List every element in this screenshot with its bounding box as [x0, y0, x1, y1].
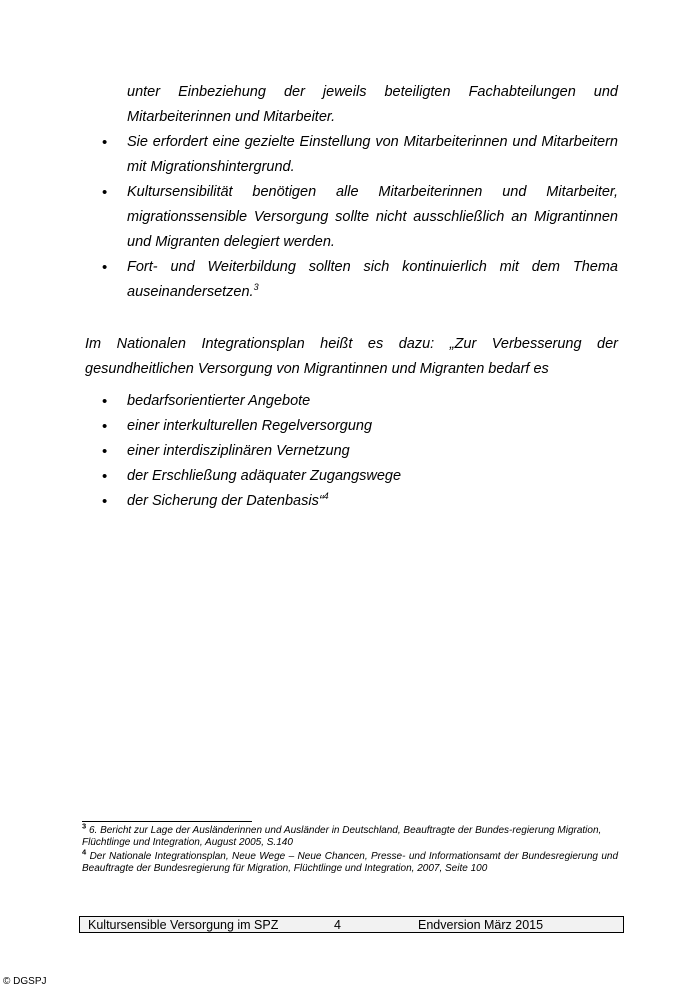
list-item-text: Kultursensibilität benötigen alle Mitarbeiterinnen und Mitarbeiter, migrationssensible Versorgung sollte nicht ausschließlich an Migrantinnen und Migranten delegiert werden.	[127, 184, 618, 250]
continuation-text: unter Einbeziehung der jeweils beteiligten Fachabteilungen und Mitarbeiterinnen und Mitarbeiter.	[127, 84, 618, 125]
footnote-ref: 3	[253, 282, 259, 293]
bullet-icon: •	[102, 443, 108, 460]
list-item	[85, 464, 618, 489]
bullet-icon: •	[102, 493, 108, 510]
footnote-ref: 4	[323, 491, 329, 502]
list-item-text: Fort- und Weiterbildung sollten sich kontinuierlich mit dem Thema auseinandersetzen.	[127, 259, 618, 300]
copyright-notice: © DGSPJ	[3, 976, 47, 987]
list-item	[85, 255, 618, 305]
list-item-text: einer interkulturellen Regelversorgung	[127, 418, 373, 434]
page-footer	[79, 916, 624, 933]
footnote-4	[82, 847, 619, 874]
bullet-icon: •	[102, 184, 108, 201]
list-item-text: Sie erfordert eine gezielte Einstellung von Mitarbeiterinnen und Mitarbeitern mit Migrationshintergrund.	[127, 134, 618, 175]
list-item-text: bedarfsorientierter Angebote	[127, 393, 311, 409]
list-item	[85, 389, 618, 414]
footnote-text: Der Nationale Integrationsplan, Neue Wege – Neue Chancen, Presse- und Informationsamt der Bundesregierung und Beauftragte der Bundesregierung für Migration, Flüchtlinge und Integration, 2007, Seite 100	[82, 851, 619, 874]
footnote-text: 6. Bericht zur Lage der Ausländerinnen und Ausländer in Deutschland, Beauftragte der Bundes-regierung Migration, Flüchtlinge und Integration, August 2005, S.140	[82, 825, 602, 848]
body-paragraph	[85, 332, 618, 382]
page-number: 4	[334, 918, 341, 932]
list-item	[85, 489, 618, 514]
bullet-icon: •	[102, 259, 108, 276]
bullet-icon: •	[102, 468, 108, 485]
list-item-text: der Sicherung der Datenbasis“	[127, 493, 324, 509]
list-continuation	[127, 80, 618, 130]
bullet-icon: •	[102, 418, 108, 435]
footnote-mark: 3	[82, 821, 87, 831]
bullet-icon: •	[102, 134, 108, 151]
footnote-mark: 4	[82, 847, 87, 857]
list-item	[85, 130, 618, 180]
paragraph-text: Im Nationalen Integrationsplan heißt es dazu: „Zur Verbesserung der gesundheitlichen Versorgung von Migrantinnen und Migranten bedarf es	[85, 336, 618, 377]
footnote-divider	[82, 821, 252, 822]
list-item	[85, 414, 618, 439]
list-item-text: der Erschließung adäquater Zugangswege	[127, 468, 402, 484]
list-item	[85, 439, 618, 464]
bullet-icon: •	[102, 393, 108, 410]
list-item	[85, 180, 618, 255]
footer-title: Kultursensible Versorgung im SPZ	[88, 918, 279, 932]
bullet-list-2	[85, 389, 618, 514]
list-item-text: einer interdisziplinären Vernetzung	[127, 443, 350, 459]
bullet-list-1	[85, 130, 618, 305]
footer-version: Endversion März 2015	[418, 918, 544, 932]
footnote-3	[82, 821, 618, 848]
